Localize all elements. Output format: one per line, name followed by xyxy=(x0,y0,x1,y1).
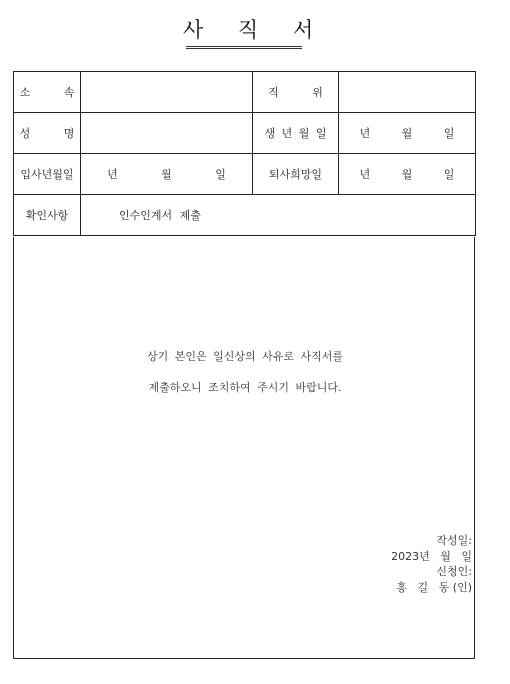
field-confirm-items[interactable]: 인수인계서 제출 xyxy=(81,195,476,236)
field-position[interactable] xyxy=(339,72,476,113)
label-position: 직 위 xyxy=(253,72,339,113)
field-resign-date[interactable]: 년 월 일 xyxy=(339,154,476,195)
applicant-value[interactable]: 홍 길 동 (인) xyxy=(396,581,472,594)
written-date-value[interactable]: 2023년 월 일 xyxy=(391,550,472,563)
label-birthdate: 생 년 월 일 xyxy=(253,113,339,154)
field-hire-date[interactable]: 년 월 일 xyxy=(81,154,253,195)
field-birthdate[interactable]: 년 월 일 xyxy=(339,113,476,154)
statement-line-2: 제출하오니 조치하여 주시기 바랍니다. xyxy=(148,381,342,394)
label-department: 소 속 xyxy=(14,72,81,113)
label-resign-date: 퇴사희망일 xyxy=(253,154,339,195)
applicant xyxy=(364,550,472,608)
title-underline xyxy=(186,46,302,49)
document-title: 사 직 서 xyxy=(182,18,328,42)
form-row-name xyxy=(14,113,476,154)
statement-line-1: 상기 본인은 일신상의 사유로 사직서를 xyxy=(146,350,343,363)
statement-box xyxy=(13,237,475,659)
applicant-label: 신청인: xyxy=(436,565,472,578)
form-row-dates xyxy=(14,154,476,195)
resignation-form-table xyxy=(13,71,476,236)
label-name: 성 명 xyxy=(14,113,81,154)
label-hire-date: 입사년월일 xyxy=(14,154,81,195)
written-date-label: 작성일: xyxy=(436,534,472,547)
field-department[interactable] xyxy=(81,72,253,113)
field-name[interactable] xyxy=(81,113,253,154)
form-row-confirm xyxy=(14,195,476,236)
form-row-department xyxy=(14,72,476,113)
label-confirm-items: 확인사항 xyxy=(14,195,81,236)
